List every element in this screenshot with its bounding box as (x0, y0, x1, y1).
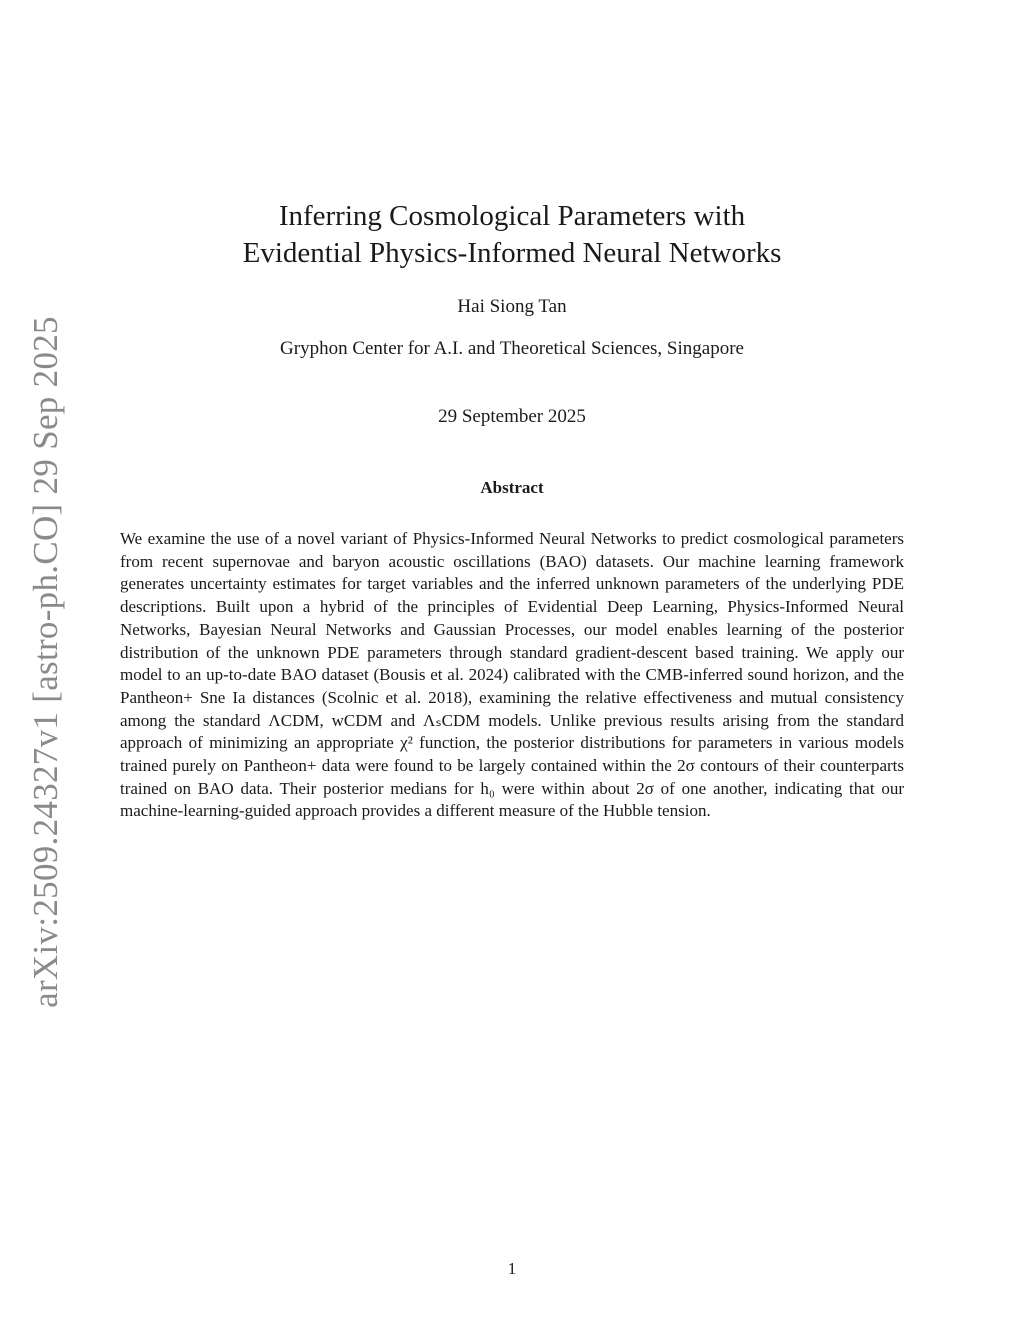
abstract-heading: Abstract (480, 478, 544, 497)
title-line-1: Inferring Cosmological Parameters with (278, 200, 746, 232)
paper-title (0, 198, 1024, 272)
arxiv-margin-stamp: arXiv:2509.24327v1 [astro-ph.CO] 29 Sep 2025 (26, 316, 65, 1008)
publication-date: 29 September 2025 (438, 406, 586, 427)
abstract-text: We examine the use of a novel variant of Physics-Informed Neural Networks to predict cosmological parameters from recent supernovae and baryon acoustic oscillations (BAO) datasets. Our machine learning framework generates uncertainty estimates for target variables and the inferred unknown parameters of the underlying PDE descriptions. Built upon a hybrid of the principles of Evidential Deep Learning, Physics-Informed Neural Networks, Bayesian Neural Networks and Gaussian Processes, our model enables learning of the posterior distribution of the unknown PDE parameters through standard gradient-descent based training. We apply our model to an up-to-date BAO dataset (Bousis et al. 2024) calibrated with the CMB-inferred sound horizon, and the Pantheon+ Sne Ia distances (Scolnic et al. 2018), examining the relative effectiveness and mutual consistency among the standard ΛCDM, wCDM and ΛₛCDM models. Unlike previous results arising from the standard approach of minimizing an appropriate χ² function, the posterior distributions for parameters in various models trained purely on Pantheon+ data were found to be largely contained within the 2σ contours of their counterparts trained on BAO data. Their posterior medians for h₀ were within about 2σ of one another, indicating that our machine-learning-guided approach provides a different measure of the Hubble tension. (120, 529, 904, 821)
author-affiliation: Gryphon Center for A.I. and Theoretical Sciences, Singapore (280, 338, 744, 359)
title-line-2: Evidential Physics-Informed Neural Networks (242, 237, 782, 269)
page-number: 1 (507, 1259, 517, 1278)
author-name: Hai Siong Tan (457, 296, 567, 317)
